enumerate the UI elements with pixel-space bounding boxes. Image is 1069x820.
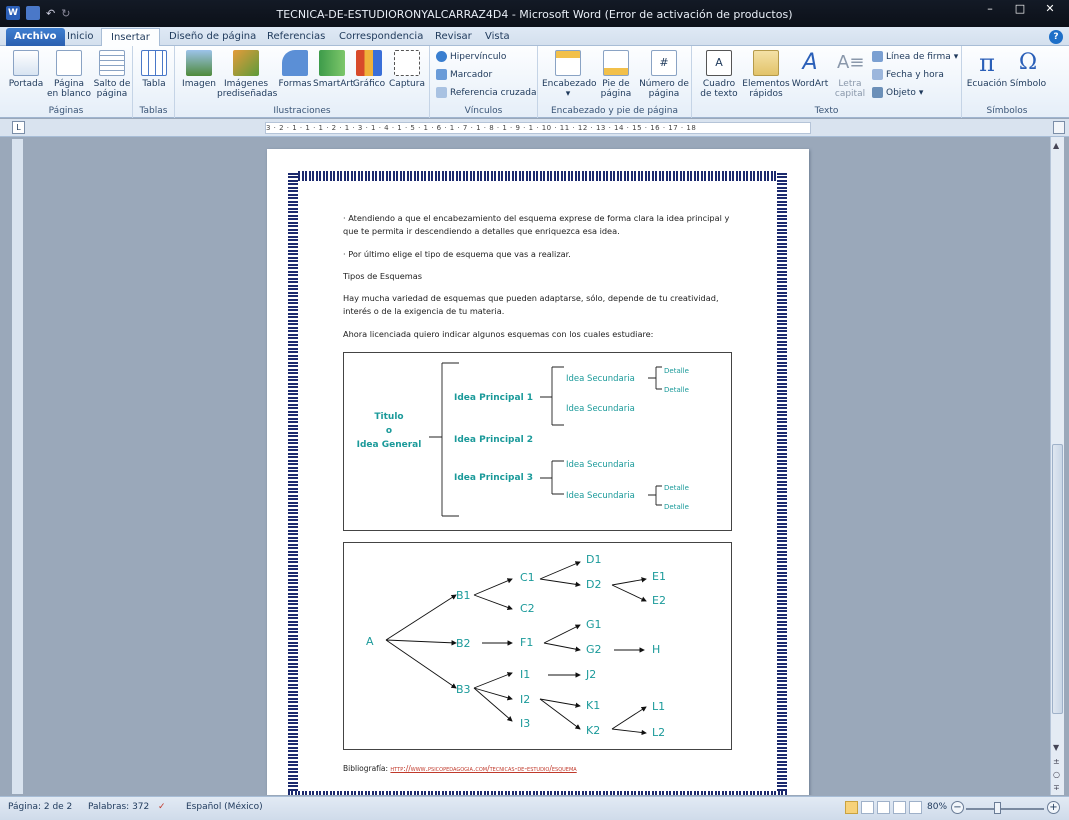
full-screen-view-button[interactable]	[861, 801, 874, 814]
cover-page-icon	[13, 50, 39, 76]
node-i3: I3	[520, 717, 531, 730]
main-idea-3: Idea Principal 3	[454, 473, 534, 483]
page-border-right	[777, 171, 787, 795]
paragraph-5[interactable]: Ahora licenciada quiero indicar algunos esquemas con los cuales estudiare:	[343, 329, 654, 339]
scrollbar-thumb[interactable]	[1052, 444, 1063, 714]
language[interactable]: Español (México)	[186, 802, 263, 812]
node-i1: I1	[520, 668, 531, 681]
bookmark-icon	[436, 69, 447, 80]
group-encabezado-pie	[538, 46, 692, 118]
vertical-scrollbar[interactable]	[1050, 137, 1064, 795]
detail-label: Detalle	[664, 503, 689, 511]
node-e1: E1	[652, 570, 666, 583]
document-area	[0, 137, 1050, 795]
scroll-up-icon[interactable]: ▲	[1053, 141, 1060, 150]
detail-label: Detalle	[664, 484, 689, 492]
browse-object-icon[interactable]: ○	[1053, 770, 1060, 779]
node-c2: C2	[520, 602, 535, 615]
secondary-idea: Idea Secundaria	[566, 374, 635, 384]
group-label-simbolos: Símbolos	[986, 106, 1028, 116]
node-k2: K2	[586, 724, 601, 737]
text-box-icon: A	[706, 50, 732, 76]
tab-insertar[interactable]: Insertar	[101, 28, 160, 46]
pagina-en-blanco-button[interactable]: Página en blanco	[46, 50, 92, 99]
node-g1: G1	[586, 618, 602, 631]
brace-diagram-svg	[344, 353, 733, 532]
group-paginas	[0, 46, 133, 118]
wordart-button[interactable]: A WordArt	[791, 50, 829, 89]
draft-view-button[interactable]	[909, 801, 922, 814]
pie-pagina-button[interactable]: Pie de página	[596, 50, 636, 99]
group-label-ilustraciones: Ilustraciones	[273, 106, 331, 116]
shapes-icon	[282, 50, 308, 76]
zoom-slider[interactable]	[966, 808, 1044, 810]
group-label-texto: Texto	[814, 106, 839, 116]
salto-pagina-button[interactable]: Salto de página	[92, 50, 132, 99]
ribbon-insertar	[0, 46, 1069, 118]
tab-inicio[interactable]: Inicio	[67, 31, 94, 42]
omega-icon: Ω	[1018, 50, 1038, 75]
undo-icon[interactable]: ↶	[46, 6, 56, 20]
page-count[interactable]: Página: 2 de 2	[8, 802, 73, 812]
root-line-2: o	[385, 426, 393, 436]
node-i2: I2	[520, 693, 531, 706]
view-ruler-icon[interactable]	[1053, 121, 1065, 134]
tab-revisar[interactable]: Revisar	[435, 31, 472, 42]
node-l2: L2	[652, 726, 666, 739]
node-b3: B3	[456, 683, 471, 696]
grafico-button[interactable]: Gráfico	[351, 50, 387, 89]
zoom-out-button[interactable]: −	[951, 801, 964, 814]
linea-firma-button[interactable]: Línea de firma ▾	[872, 51, 958, 62]
tab-referencias[interactable]: Referencias	[267, 31, 326, 42]
scroll-down-icon[interactable]: ▼	[1053, 743, 1060, 752]
minimize-button[interactable]: –	[987, 2, 993, 15]
zoom-in-button[interactable]: +	[1047, 801, 1060, 814]
help-icon[interactable]: ?	[1049, 30, 1063, 44]
group-label-encabezado: Encabezado y pie de página	[551, 106, 678, 116]
picture-icon	[186, 50, 212, 76]
node-e2: E2	[652, 594, 666, 607]
document-page[interactable]	[267, 149, 809, 795]
numero-pagina-button[interactable]: # Número de página	[638, 50, 690, 99]
page-border-left	[288, 171, 298, 795]
tab-diseno-pagina[interactable]: Diseño de página	[169, 31, 257, 42]
objeto-button[interactable]: Objeto ▾	[872, 87, 923, 98]
title-bar	[0, 0, 1069, 27]
quick-parts-icon	[753, 50, 779, 76]
screenshot-icon	[394, 50, 420, 76]
secondary-idea: Idea Secundaria	[566, 491, 635, 501]
clip-art-icon	[233, 50, 259, 76]
tab-vista[interactable]: Vista	[485, 31, 510, 42]
next-page-icon[interactable]: ∓	[1053, 783, 1060, 792]
bibliography	[343, 764, 577, 773]
root-line-3: Idea General	[356, 440, 422, 450]
cross-reference-icon	[436, 87, 447, 98]
node-c1: C1	[520, 571, 535, 584]
group-vinculos	[430, 46, 538, 118]
captura-button[interactable]: Captura	[387, 50, 427, 89]
table-icon	[141, 50, 167, 76]
outline-view-button[interactable]	[893, 801, 906, 814]
page-border-bottom	[288, 791, 787, 795]
imagen-button[interactable]: Imagen	[181, 50, 217, 89]
node-a: A	[366, 635, 374, 648]
group-label-paginas: Páginas	[48, 106, 84, 116]
hyperlink-icon	[436, 51, 447, 62]
status-bar	[0, 796, 1069, 820]
detail-label: Detalle	[664, 367, 689, 375]
header-icon	[555, 50, 581, 76]
drop-cap-icon: A≡	[837, 52, 865, 73]
group-texto	[692, 46, 962, 118]
group-ilustraciones	[175, 46, 430, 118]
web-layout-view-button[interactable]	[877, 801, 890, 814]
tabla-button[interactable]: Tabla	[139, 50, 169, 89]
node-d1: D1	[586, 553, 602, 566]
simbolo-button[interactable]: Ω Símbolo	[1009, 50, 1047, 89]
object-icon	[872, 87, 883, 98]
node-k1: K1	[586, 699, 601, 712]
node-l1: L1	[652, 700, 666, 713]
chart-icon	[356, 50, 382, 76]
marcador-button[interactable]: Marcador	[436, 69, 492, 80]
group-label-tablas: Tablas	[139, 106, 168, 116]
cuadro-texto-button[interactable]: A Cuadro de texto	[696, 50, 742, 99]
smartart-button[interactable]: SmartArt	[313, 50, 351, 89]
secondary-idea: Idea Secundaria	[566, 404, 635, 414]
group-label-vinculos: Vínculos	[464, 106, 503, 116]
previous-page-icon[interactable]: ±	[1053, 757, 1060, 766]
print-layout-view-button[interactable]	[845, 801, 858, 814]
ruler-bar	[0, 119, 1069, 137]
blank-page-icon	[56, 50, 82, 76]
fecha-hora-button[interactable]: Fecha y hora	[872, 69, 944, 80]
wordart-icon: A	[802, 50, 818, 75]
proofing-icon[interactable]: ✓	[158, 802, 166, 812]
root-line-1: Titulo	[374, 412, 404, 422]
zoom-slider-thumb[interactable]	[994, 802, 1001, 814]
window-title: TECNICA-DE-ESTUDIORONYALCARRAZ4D4 - Microsoft Word (Error de activación de productos)	[276, 8, 793, 21]
referencia-cruzada-button[interactable]: Referencia cruzada	[436, 87, 536, 98]
paragraph-2[interactable]: · Por último elige el tipo de esquema que vas a realizar.	[343, 249, 571, 259]
node-f1: F1	[520, 636, 534, 649]
zoom-level[interactable]: 80%	[927, 802, 948, 812]
formas-button[interactable]: Formas	[277, 50, 313, 89]
signature-line-icon	[872, 51, 883, 62]
main-idea-1: Idea Principal 1	[454, 393, 534, 403]
ecuacion-button[interactable]: π Ecuación	[966, 49, 1008, 89]
elementos-rapidos-button[interactable]: Elementos rápidos	[742, 50, 790, 99]
paragraph-4[interactable]: Hay mucha variedad de esquemas que pueden adaptarse, sólo, depende de tu creatividad, interés o de la exigencia de tu materia.	[343, 293, 719, 316]
bibliography-link[interactable]: http://www.psicopedagogia.com/tecnicas-de-estudio/esquema	[390, 764, 577, 773]
footer-icon	[603, 50, 629, 76]
paragraph-3[interactable]: Tipos de Esquemas	[343, 271, 423, 281]
smartart-icon	[319, 50, 345, 76]
diagram-tree-schema[interactable]	[343, 542, 732, 750]
imagenes-prediseñadas-button[interactable]: Imágenes prediseñadas	[217, 50, 275, 99]
word-count[interactable]: Palabras: 372	[88, 802, 150, 812]
secondary-idea: Idea Secundaria	[566, 460, 635, 470]
detail-label: Detalle	[664, 386, 689, 394]
node-h: H	[652, 643, 661, 656]
portada-button[interactable]: Portada	[6, 50, 46, 89]
letra-capital-button[interactable]: A≡ Letra capital	[834, 52, 866, 99]
page-border-top	[288, 171, 787, 181]
node-j2: J2	[586, 668, 597, 681]
node-b1: B1	[456, 589, 471, 602]
ribbon-tabs	[0, 27, 1069, 46]
node-g2: G2	[586, 643, 602, 656]
hipervinculo-button[interactable]: Hipervínculo	[436, 51, 506, 62]
bibliography-label: Bibliografía:	[343, 764, 391, 773]
page-number-icon: #	[651, 50, 677, 76]
word-app-icon[interactable]: W	[6, 6, 20, 20]
tab-correspondencia[interactable]: Correspondencia	[339, 31, 424, 42]
date-time-icon	[872, 69, 883, 80]
pi-icon: π	[979, 49, 995, 77]
page-break-icon	[99, 50, 125, 76]
encabezado-button[interactable]: Encabezado ▾	[542, 50, 594, 99]
group-simbolos	[962, 46, 1052, 118]
tab-archivo[interactable]: Archivo	[6, 28, 65, 46]
diagram-brace-schema[interactable]	[343, 352, 732, 531]
node-b2: B2	[456, 637, 471, 650]
tree-diagram-svg	[344, 543, 733, 751]
close-button[interactable]: ✕	[1045, 2, 1055, 15]
vertical-ruler[interactable]	[12, 139, 23, 794]
tab-selector-button[interactable]: L	[12, 121, 25, 134]
group-tablas	[133, 46, 175, 118]
redo-icon[interactable]: ↻	[61, 6, 71, 20]
horizontal-ruler[interactable]: 3 · 2 · 1 · 1 · 1 · 2 · 1 · 3 · 1 · 4 · 1 · 5 · 1 · 6 · 1 · 7 · 1 · 8 · 1 · 9 · 1 · 10 · 11 · 12 · 13 · 14 · 15 · 16 · 17 · 18	[265, 122, 811, 134]
node-d2: D2	[586, 578, 602, 591]
main-idea-2: Idea Principal 2	[454, 435, 534, 445]
maximize-button[interactable]: □	[1014, 2, 1026, 15]
paragraph-1[interactable]: · Atendiendo a que el encabezamiento del esquema exprese de forma clara la idea principal y que te permita ir descendiendo a detalles que enriquezca esa idea.	[343, 213, 730, 236]
